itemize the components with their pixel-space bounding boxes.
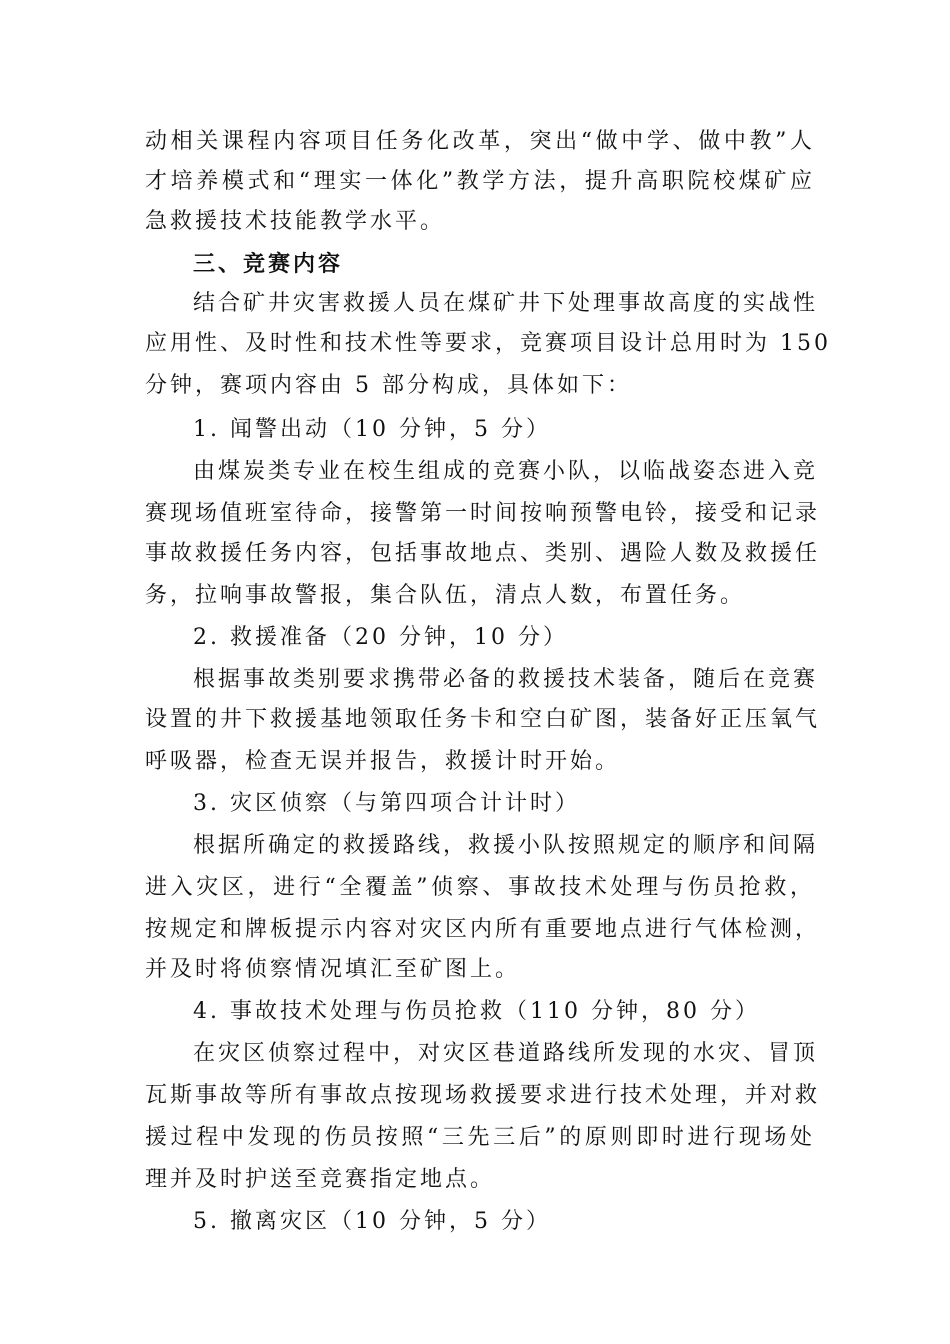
- body-line: 分钟，赛项内容由 5 部分构成，具体如下：: [145, 373, 632, 398]
- body-line: 理并及时护送至竞赛指定地点。: [145, 1167, 496, 1192]
- body-line: 瓦斯事故等所有事故点按现场救援要求进行技术处理，并对救: [145, 1083, 821, 1108]
- body-line: 务，拉响事故警报，集合队伍，清点人数，布置任务。: [145, 583, 746, 608]
- item-heading: 1. 闻警出动（10 分钟，5 分）: [193, 417, 551, 442]
- body-line: 赛现场值班室待命，接警第一时间按响预警电铃，接受和记录: [145, 501, 821, 526]
- item-heading: 3. 灾区侦察（与第四项合计计时）: [193, 791, 580, 816]
- body-line: 按规定和牌板提示内容对灾区内所有重要地点进行气体检测，: [145, 917, 821, 942]
- body-line: 急救援技术技能教学水平。: [145, 209, 446, 234]
- item-heading: 5. 撤离灾区（10 分钟，5 分）: [193, 1209, 551, 1234]
- section-heading: 三、竞赛内容: [193, 251, 344, 277]
- body-line: 援过程中发现的伤员按照“三先三后”的原则即时进行现场处: [145, 1125, 815, 1150]
- body-line: 事故救援任务内容，包括事故地点、类别、遇险人数及救援任: [145, 541, 821, 566]
- body-line: 在灾区侦察过程中，对灾区巷道路线所发现的水灾、冒顶: [193, 1041, 819, 1066]
- body-line: 并及时将侦察情况填汇至矿图上。: [145, 957, 521, 982]
- body-line: 由煤炭类专业在校生组成的竞赛小队，以临战姿态进入竞: [193, 459, 819, 484]
- body-line: 才培养模式和“理实一体化”教学方法，提升高职院校煤矿应: [145, 169, 815, 194]
- item-heading: 2. 救援准备（20 分钟，10 分）: [193, 625, 568, 650]
- body-line: 设置的井下救援基地领取任务卡和空白矿图，装备好正压氧气: [145, 707, 821, 732]
- body-line: 呼吸器，检查无误并报告，救援计时开始。: [145, 749, 621, 774]
- body-line: 根据事故类别要求携带必备的救援技术装备，随后在竞赛: [193, 667, 819, 692]
- body-line: 动相关课程内容项目任务化改革，突出“做中学、做中教”人: [145, 129, 815, 154]
- body-line: 根据所确定的救援路线，救援小队按照规定的顺序和间隔: [193, 833, 819, 858]
- body-line: 结合矿井灾害救援人员在煤矿井下处理事故高度的实战性: [193, 291, 819, 316]
- body-line: 应用性、及时性和技术性等要求，竞赛项目设计总用时为 150: [145, 331, 831, 356]
- body-line: 进入灾区，进行“全覆盖”侦察、事故技术处理与伤员抢救，: [145, 875, 815, 900]
- item-heading: 4. 事故技术处理与伤员抢救（110 分钟，80 分）: [193, 999, 760, 1024]
